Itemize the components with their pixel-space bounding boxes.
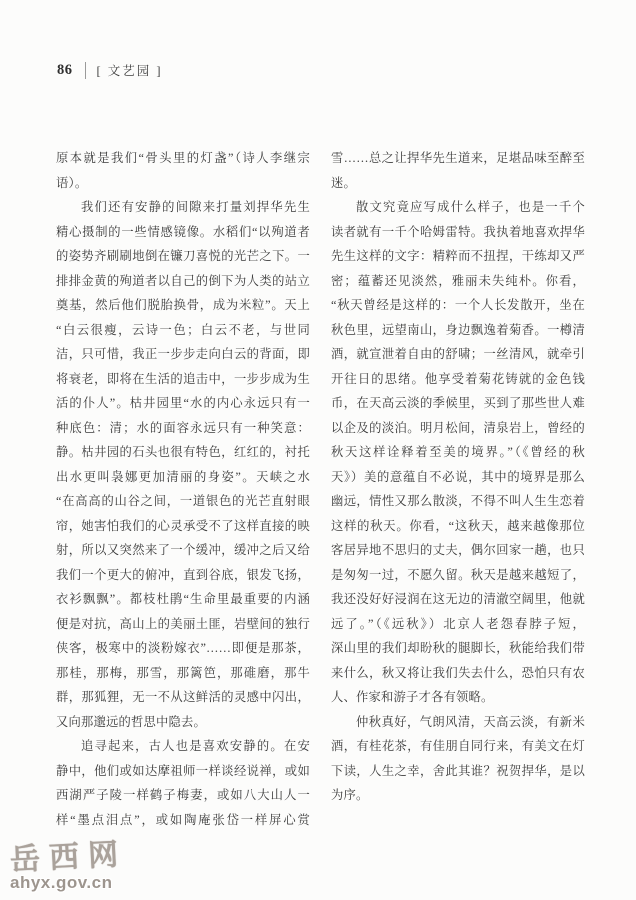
text-line: 酒，有桂花茶，有佳朋自同行来，有美文在灯: [331, 739, 585, 753]
text-line: 样“墨点泪点”，或如陶庵张岱一样屏心赏: [56, 812, 310, 827]
text-line: 将衰老，即将在生活的追击中，一步步成为生: [56, 371, 310, 386]
text-line: 先生这样的文字：精粹而不扭捏，干练却又严: [331, 249, 585, 263]
text-line: 语）。: [56, 175, 88, 190]
text-line: 我们一个更大的俯冲，直到谷底，银发飞扬，: [56, 567, 310, 582]
text-line: 酒，就宣泄着自由的舒啸；一丝清风，就牵引: [331, 347, 585, 361]
text-line: 人、作家和游子才各有领略。: [331, 690, 494, 704]
text-line: 密；蕴蓄还见淡然，雅丽未失纯朴。你看，: [331, 273, 585, 288]
text-line: “秋天曾经是这样的：一个人长发散开，坐在: [331, 298, 585, 312]
text-line: 洁，只可惜，我正一步步走向白云的背面，即: [56, 347, 310, 361]
text-line: 迷。: [331, 175, 356, 190]
text-line: 仲秋真好，气朗风清，天高云淡，有新米: [356, 714, 585, 729]
text-line: 便是对抗，高山上的美丽土匪，岩壁间的独行: [56, 616, 310, 631]
text-line: 客居异地不思归的丈夫，偶尔回家一趟，也只: [331, 543, 585, 557]
text-line: 秋色里，远望南山，身边飘逸着菊香。一樽清: [331, 322, 585, 337]
watermark-site-name: 岳西网: [9, 837, 128, 877]
text-line: 我还没好好浸润在这无边的清澈空阔里，他就: [331, 592, 585, 606]
text-line: 种底色：清；水的面容永远只有一种笑意：: [56, 420, 310, 435]
watermark-site-url: ahyx.gov.cn: [10, 873, 113, 892]
text-line: 我们还有安静的间隙来打量刘捍华先生: [81, 200, 310, 214]
watermark: [10, 835, 150, 893]
text-line: 静。枯井园的石头也很有特色，红红的，衬托: [56, 445, 310, 459]
text-line: 活的仆人”。枯井园里“水的内心永远只有一: [56, 396, 310, 410]
text-line: 原本就是我们“骨头里的灯盏”（诗人李继宗: [56, 151, 310, 165]
text-line: 天》）美的意蕴自不必说，其中的境界是那么: [331, 469, 585, 484]
text-line: 射，所以又突然来了一个缓冲，缓冲之后又给: [56, 543, 310, 557]
text-line: 西湖严子陵一样鹤子梅妻，或如八大山人一: [56, 788, 310, 802]
text-line: 远了。”（《远秋》）北京人老怨春脖子短，: [331, 616, 585, 631]
text-line: 币，在天高云淡的季候里，买到了那些世人难: [331, 396, 585, 410]
section-title: [ 文艺园 ]: [96, 64, 163, 78]
text-line: 精心摄制的一些情感镜像。水稻们“以殉道者: [56, 224, 310, 239]
text-line: 这样的秋天。你看，“这秋天，越来越像那位: [331, 518, 585, 533]
text-line: 出水更叫袅娜更加清丽的身姿”。天峡之水: [56, 469, 310, 484]
text-line: 以企及的淡泊。明月松间，清泉岩上，曾经的: [331, 420, 585, 435]
text-line: 奠基，然后他们脱胎换骨，成为米粒”。天上: [56, 298, 310, 312]
text-line: 排排金黄的殉道者以自己的倒下为人类的站立: [56, 273, 310, 288]
text-line: 侠客，极寒中的淡粉嫁衣”……即便是那茶，: [56, 641, 310, 655]
text-line: 散文究竟应写成什么样子，也是一千个: [356, 200, 585, 214]
text-line: 那桂，那梅，那雪，那篱笆，那碓磨，那牛: [56, 665, 310, 680]
text-line: 来什么，秋又将让我们失去什么，恐怕只有农: [331, 665, 585, 680]
text-line: 又向那邈远的哲思中隐去。: [56, 714, 206, 729]
text-line: 秋天这样诠释着至美的境界。”（《曾经的秋: [331, 445, 585, 459]
text-line: 群，那狐狸，无一不从这鲜活的灵感中闪出，: [56, 690, 310, 704]
text-line: “在高高的山谷之间，一道银色的光芒直射眼: [56, 494, 310, 508]
text-line: “白云很瘦，云诗一色；白云不老，与世同: [56, 322, 310, 337]
text-line: 帘，她害怕我们的心灵承受不了这样直接的映: [56, 518, 310, 533]
text-line: 读者就有一千个哈姆雷特。我执着地喜欢捍华: [331, 224, 585, 239]
text-line: 下读，人生之幸，舍此其谁？祝贺捍华，是以: [331, 763, 585, 778]
text-line: 幽远，情性又那么散淡，不得不叫人生生恋着: [331, 494, 585, 508]
text-line: 雪……总之让捍华先生道来，足堪品味至醉至: [331, 151, 585, 165]
page-number: 86: [57, 61, 73, 78]
text-line: 开往日的思绪。他享受着菊花铸就的金色钱: [331, 371, 585, 386]
text-line: 静中，他们或如达摩祖师一样谈经说禅，或如: [56, 763, 310, 778]
page-header: [57, 61, 163, 79]
text-columns: [56, 146, 585, 832]
text-line: 的姿势齐刷刷地倒在镰刀喜悦的光芒之下。一: [56, 249, 310, 263]
column-left: [56, 146, 310, 832]
text-line: 深山里的我们却盼秋的腿脚长，秋能给我们带: [331, 641, 585, 655]
text-line: 追寻起来，古人也是喜欢安静的。在安: [81, 739, 310, 753]
column-right: [331, 146, 585, 832]
text-line: 为序。: [331, 788, 369, 802]
text-line: 是匆匆一过，不愿久留。秋天是越来越短了，: [331, 567, 585, 582]
text-line: 衣衫飘飘”。都枝杜鹃“生命里最重要的内涵: [56, 592, 310, 606]
header-divider: [85, 62, 86, 79]
